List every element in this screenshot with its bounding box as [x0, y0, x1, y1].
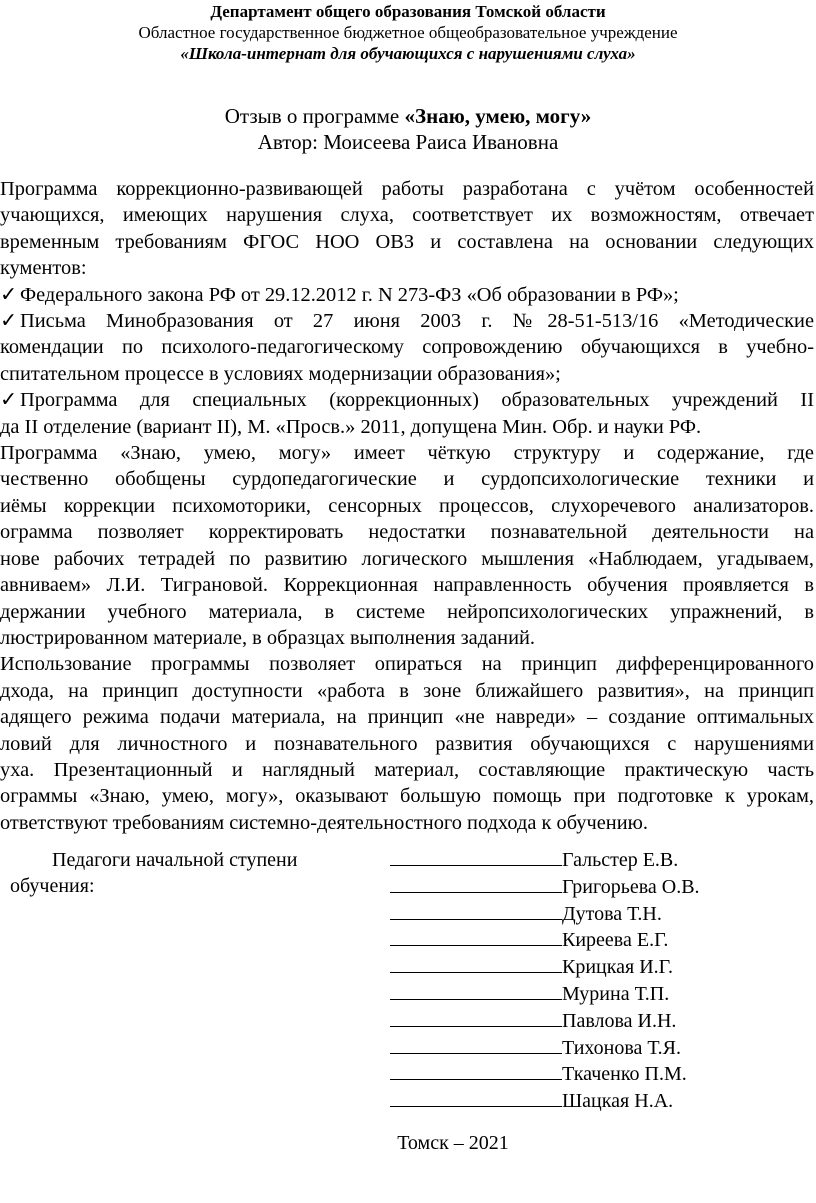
- signatory-name: Мурина Т.П.: [562, 982, 670, 1005]
- signature-row: [390, 901, 700, 928]
- program-name: «Знаю, умею, могу»: [404, 104, 592, 128]
- list-item-program: ✓ Программа для специальных (коррекционных) образовательных учреждений II: [0, 387, 814, 413]
- checkmark-icon: ✓: [0, 310, 18, 333]
- signature-row: [390, 847, 700, 874]
- author-line: Автор: Моисеева Раиса Ивановна: [257, 130, 559, 154]
- signature-row: [390, 954, 700, 981]
- body-line: комендации по психолого-педагогическому сопровождению обучающихся в учебно-: [0, 336, 814, 359]
- signature-line: [390, 847, 562, 866]
- body-line: временным требованиям ФГОС НОО ОВЗ и составлена на основании следующих: [0, 230, 814, 253]
- signature-line: [390, 901, 562, 920]
- signature-line: [390, 927, 562, 946]
- signature-row: [390, 1008, 700, 1035]
- signatory-name: Дутова Т.Н.: [562, 902, 662, 925]
- body-line: да II отделение (вариант II), М. «Просв.» 2011, допущена Мин. Обр. и науки РФ.: [0, 415, 702, 438]
- body-line: ловий для личностного и познавательного развития обучающихся с нарушениями: [0, 732, 814, 755]
- body-line: уха. Презентационный и наглядный материал, составляющие практическую часть: [0, 758, 814, 781]
- signatory-name: Гальстер Е.В.: [562, 849, 679, 871]
- signatory-name: Павлова И.Н.: [562, 1009, 677, 1032]
- checkmark-icon: ✓: [0, 389, 18, 412]
- review-title: [0, 103, 816, 129]
- list-item-letter: ✓ Письма Минобразования от 27 июня 2003 г. №28-51-513/16 «Методические: [0, 308, 814, 334]
- body-line: ограмма позволяет корректировать недостатки познавательной деятельности на: [0, 521, 814, 544]
- department-name: Департамент общего образования Томской области: [210, 2, 606, 21]
- review-body: [0, 176, 814, 836]
- body-line: иёмы коррекции психомоторики, сенсорных процессов, слухоречевого анализаторов.: [0, 494, 814, 517]
- signatories-caption-line: Педагоги начальной ступени: [52, 849, 298, 871]
- body-line: ответствуют требованиям системно-деятельностного подхода к обучению.: [0, 811, 648, 834]
- body-line: адящего режима подачи материала, на принцип «не навреди» – создание оптимальных: [0, 706, 814, 729]
- checkmark-icon: ✓: [0, 283, 18, 306]
- signature-row: [390, 927, 700, 954]
- body-line: чественно обобщены сурдопедагогические и сурдопсихологические техники и: [0, 468, 814, 491]
- signature-row: [390, 874, 700, 901]
- review-title-prefix: Отзыв о программе: [224, 104, 405, 128]
- body-line: ограммы «Знаю, умею, могу», оказывают большую помощь при подготовке к урокам,: [0, 785, 814, 808]
- city-year: Томск – 2021: [397, 1132, 509, 1154]
- signatory-name: Григорьева О.В.: [562, 875, 700, 898]
- signatory-name: Шацкая Н.А.: [562, 1090, 674, 1113]
- signature-line: [390, 954, 562, 973]
- signature-line: [390, 981, 562, 1000]
- signature-row: [390, 1088, 700, 1115]
- signature-row: [390, 981, 700, 1008]
- signatories-caption: [0, 847, 297, 899]
- signature-list: [390, 847, 700, 1115]
- institution-name: «Школа-интернат для обучающихся с нарушениями слуха»: [180, 44, 636, 63]
- body-line: люстрированном материале, в образцах выполнения заданий.: [0, 626, 535, 649]
- body-line: спитательном процессе в условиях модернизации образования»;: [0, 362, 561, 385]
- signatory-name: Тихонова Т.Я.: [562, 1036, 681, 1059]
- institution-type: Областное государственное бюджетное общеобразовательное учреждение: [138, 23, 678, 42]
- body-line: Использование программы позволяет опираться на принцип дифференцированного: [0, 653, 814, 676]
- signatories-caption-line: обучения:: [10, 875, 95, 897]
- body-line: дхода, на принцип доступности «работа в зоне ближайшего развития», на принцип: [0, 679, 814, 702]
- signature-line: [390, 1088, 562, 1107]
- signature-line: [390, 1008, 562, 1027]
- signature-line: [390, 1035, 562, 1054]
- body-line: нове рабочих тетрадей по развитию логического мышления «Наблюдаем, угадываем,: [0, 547, 814, 570]
- body-line: Программа «Знаю, умею, могу» имеет чёткую структуру и содержание, где: [0, 442, 814, 465]
- signatory-name: Киреева Е.Г.: [562, 929, 669, 952]
- signature-line: [390, 1061, 562, 1080]
- signature-row: [390, 1035, 700, 1062]
- list-item-law: ✓ Федерального закона РФ от 29.12.2012 г. N 273-ФЗ «Об образовании в РФ»;: [0, 282, 814, 308]
- signature-line: [390, 874, 562, 893]
- body-line: учающихся, имеющих нарушения слуха, соответствует их возможностям, отвечает: [0, 204, 814, 227]
- signatory-name: Крицкая И.Г.: [562, 956, 673, 979]
- body-line: держании учебного материала, в системе нейропсихологических упражнений, в: [0, 600, 814, 623]
- signature-row: [390, 1061, 700, 1088]
- signatory-name: Ткаченко П.М.: [562, 1063, 687, 1086]
- body-line: кументов:: [0, 257, 87, 280]
- body-line: авниваем» Л.И. Тиграновой. Коррекционная направленность обучения проявляется в: [0, 574, 814, 597]
- body-line: Программа коррекционно-развивающей работы разработана с учётом особенностей: [0, 178, 814, 200]
